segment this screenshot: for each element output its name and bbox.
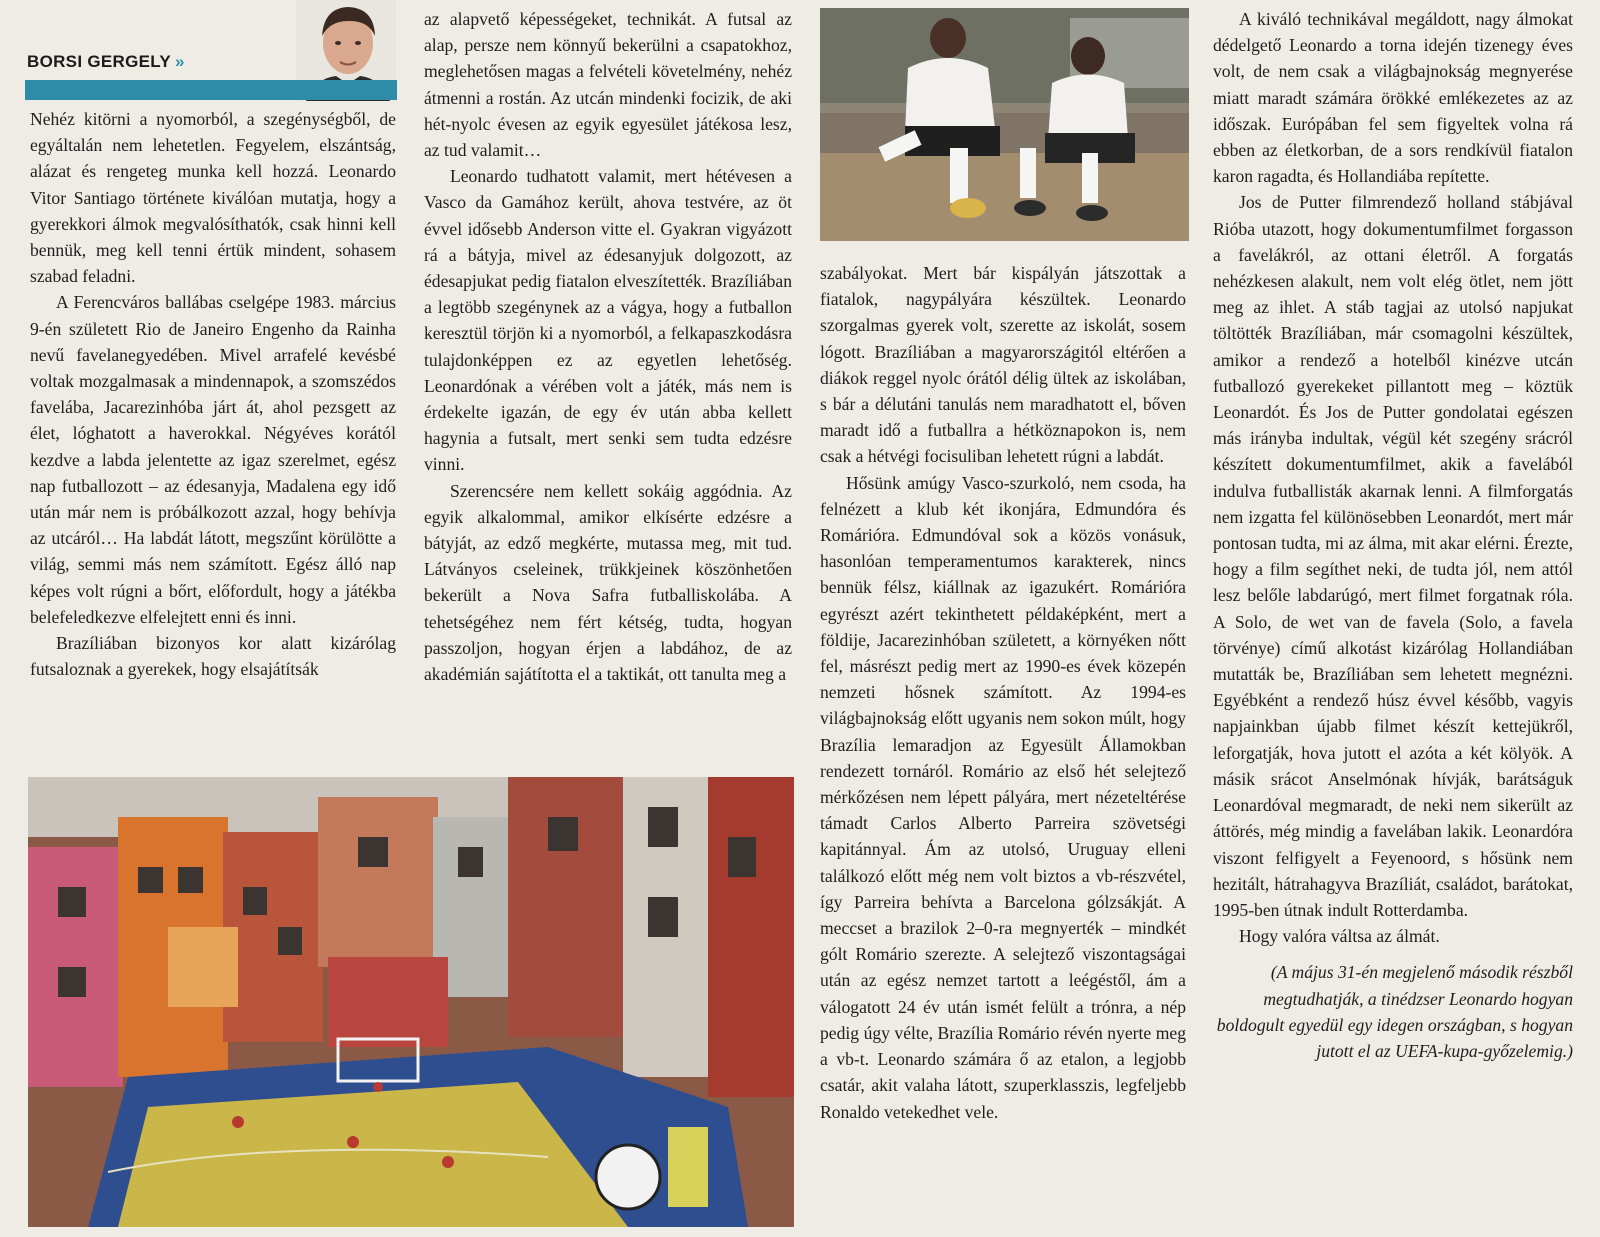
paragraph: Leonardo tudhatott valamit, mert hétévesen a Vasco da Gamához került, ahova testvére, az öt évvel idősebb Anderson vitte el. Gyakran vigyázott rá a bátyja, mivel az édesanyjuk dolgozott, az édesapjukat pedig fiatalon elveszítették. Brazíliában a legtöbb szegénynek az a vágya, hogy a futballon keresztül törjön ki a nyomorból, a felkapaszkodásra tulajdonképpen ez az egyetlen lehetőség. Leonardónak a vérében volt a játék, más nem is érdekelte igazán, de egy év után abba kellett hagynia a futsalt, mert senki sem tudta edzésre vinni. [424, 166, 792, 475]
paragraph: Jos de Putter filmrendező holland stábjával Rióba utazott, hogy dokumentumfilmet forgasson a favelákról, az ottani életről. A forgatás nehézkesen alakult, nem volt elég ötlet, nem jött meg az ihlet. A stáb tagjai az utolsó napjukat töltötték Brazíliában, már csomagolni készültek, amikor a rendező a hotelből kinézve utcán futballozó gyerekeket pillantott meg – köztük Leonardót. És Jos de Putter gondolatai egészen más irányba indultak, végül két szegény srácról készített dokumentumfilmet, akik a favelából indulva futballisták akarnak lenni. A filmforgatás nem izgatta fel különösebben Leonardót, mert már pontosan tudta, mi az álma, mit akar elérni. Érezte, hogy a film segíthet neki, de tudta jól, nem attól lesz belőle labdarúgó, mert filmet forgatnak róla. A Solo, de wet van de favela (Solo, a favela törvénye) című alkotást kizárólag Hollandiában mutatták be, Brazíliában sem lehetett megnézni. Egyébként a rendező húsz évvel később, vagyis napjainkban újabb filmet készít kettejükről, leforgatják, hova jutott el azóta a két kölyök. A másik srácot Anselmónak hívják, barátságuk Leonardóval megmaradt, de neki nem sikerült az áttörés, még mindig a favelában lakik. Leonardóra viszont felfigyelt a Feyenoord, s hősünk nem hezitált, hátrahagyva Brazíliát, családot, barátokat, 1995-ben útnak indult Rotterdamba. [1213, 192, 1573, 920]
article-column-4 [1213, 6, 1573, 1064]
paragraph: Nehéz kitörni a nyomorból, a szegénységből, de egyáltalán nem lehetetlen. Fegyelem, elszántság, alázat és rengeteg munka kell hozzá. Leonardo Vitor Santiago története kiválóan mutatja, hogy a gyerekkori álmok megvalósíthatók, csak hinni kell bennük, meg kell tenni értük mindent, sohasem szabad feladni. [30, 109, 396, 287]
photo-favela-court [28, 777, 794, 1227]
paragraph: A Ferencváros ballábas cselgépe 1983. március 9-én született Rio de Janeiro Engenho da Rainha nevű favelanegyedében. Mivel arrafelé kevésbé voltak mozgalmasak a mindennapok, a szomszédos favelába, Jacarezinhóba járt át, ahol pezsgett az élet, lóghatott a haverokkal. Négyéves korától kezdve a labda jelentette az igaz szerelmet, egész nap futballozott – az édesanyja, Madalena egy idő után már nem is próbálkozott azzal, hogy behívja az utcáról… Ha labdát látott, megszűnt körülötte a világ, semmi más nem számított. Egész álló nap képes volt rúgni a bőrt, előfordult, hogy a játékba belefeledkezve elfelejtett enni és inni. [30, 292, 396, 627]
paragraph: az alapvető képességeket, technikát. A futsal az alap, persze nem könnyű bekerülni a csapatokhoz, meglehetősen magas a felvételi követelmény, nehéz átmenni a rostán. Az utcán mindenki focizik, de aki hét-nyolc évesen az egyik egyesület játékosa lesz, az tud valamit… [424, 9, 792, 161]
paragraph: Hősünk amúgy Vasco-szurkoló, nem csoda, ha felnézett a klub két ikonjára, Edmundóra és Romárióra. Edmundóval sok a közös vonásuk, hasonlóan temperamentumos karakterek, nincs bennük félsz, kiállnak az igazukért. Romárióra egyrészt azért tekinthetett példaképként, mert a földije, Jacarezinhóban született, a környéken nőtt fel, másrészt pedig mert az 1990-es évek közepén nemzeti hősnek számított. Az 1994-es világbajnokság előtt ugyanis nem sokon múlt, hogy Brazília lemaradjon az Egyesült Államokban rendezett tornáról. Romário az első hét selejtező mérkőzésen nem lépett pályára, mert nézeteltérése támadt Carlos Alberto Parreira szövetségi kapitánnyal. Ám az utolsó, Uruguay elleni találkozó előtt még nem volt biztos a vb-részvétel, így Parreira behívta a Barcelona gólzsákját. A meccset a brazilok 2–0-ra megnyerték – mindkét gólt Romário szerezte. A selejtező viszontagságai után az egész nemzet tartott a leégéstől, ám a válogatott 24 év után ismét felült a trónra, a nép pedig úgy vélte, Brazília Romário révén nyerte meg a vb-t. Leonardo számára ő az etalon, a legjobb csatár, akit valaha látott, szuperklasszis, legfeljebb Ronaldo vetekedhet vele. [820, 472, 1186, 1122]
author-byline [27, 52, 185, 72]
photo-two-boys [820, 8, 1189, 241]
paragraph: Brazíliában bizonyos kor alatt kizárólag futsaloznak a gyerekek, hogy elsajátítsák [30, 633, 396, 680]
author-name: BORSI GERGELY [27, 52, 172, 71]
paragraph: Hogy valóra váltsa az álmát. [1239, 926, 1440, 947]
article-column-1 [30, 106, 396, 682]
article-column-3 [820, 260, 1186, 1125]
byline-arrows-icon: » [175, 52, 185, 71]
article-column-2 [424, 6, 792, 687]
byline-rule [25, 80, 397, 100]
paragraph: A kiváló technikával megáldott, nagy álmokat dédelgető Leonardo a torna idején tizenegy éves volt, de nem csak a világbajnokság megnyerése miatt maradt számára örökké emlékezetes az az időszak. Európában fel sem figyeltek volna rá ebben az életkorban, de a sors rendkívül fiatalon karon ragadta, és Hollandiába repítette. [1213, 9, 1573, 187]
article-footnote: (A május 31-én megjelenő második részből megtudhatják, a tinédzser Leonardo hogyan boldogult egyedül egy idegen országban, s hogyan jutott el az UEFA-kupa-győzelemig.) [1216, 962, 1573, 1061]
paragraph: Szerencsére nem kellett sokáig aggódnia. Az egyik alkalommal, amikor elkísérte edzésre a bátyját, az edző megkérte, mutassa meg, mit tud. Látványos cseleinek, trükkjeinek köszönhetően bekerült a Nova Safra futballiskolába. A tehetségéhez nem fért kétség, tudta, hogyan passzoljon, hogyan érjen a labdához, de az akadémián sajátította el a taktikát, ott tanulta meg a [424, 480, 792, 685]
paragraph: szabályokat. Mert bár kispályán játszottak a fiatalok, nagypályára készültek. Leonardo szorgalmas gyerek volt, szerette az iskolát, sosem lógott. Brazíliában a magyarországitól eltérően a diákok reggel nyolc órától délig ültek az iskolában, s bár a délutáni tanulás nem maradhatott el, bőven maradt idő a futballra a hétköznapokon is, nem csak a hétvégi focisuliban lehetett rúgni a labdát. [820, 263, 1186, 467]
